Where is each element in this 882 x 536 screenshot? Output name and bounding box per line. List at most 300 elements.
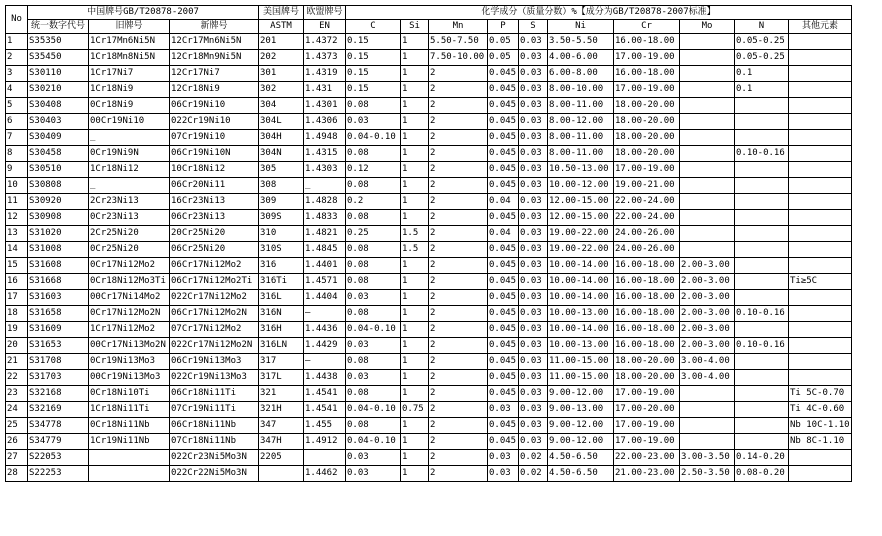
cell-other-elements[interactable] [789, 258, 852, 274]
cell-unified-code[interactable]: S30920 [28, 194, 89, 210]
cell-astm[interactable]: 305 [259, 162, 304, 178]
cell-new-grade[interactable]: 06Cr19Ni10N [170, 146, 259, 162]
cell-no[interactable]: 5 [6, 98, 28, 114]
cell-s[interactable]: 0.03 [519, 258, 548, 274]
cell-n[interactable] [735, 370, 789, 386]
cell-en[interactable]: 1.4372 [304, 34, 346, 50]
cell-si[interactable]: 1 [401, 322, 429, 338]
cell-mn[interactable]: 2 [429, 274, 488, 290]
cell-astm[interactable]: 316Ti [259, 274, 304, 290]
cell-cr[interactable]: 22.00-24.00 [614, 210, 680, 226]
cell-p[interactable]: 0.045 [488, 418, 519, 434]
cell-other-elements[interactable] [789, 178, 852, 194]
cell-other-elements[interactable] [789, 226, 852, 242]
cell-astm[interactable]: 347 [259, 418, 304, 434]
cell-si[interactable]: 1 [401, 98, 429, 114]
cell-unified-code[interactable]: S32168 [28, 386, 89, 402]
cell-other-elements[interactable]: Ti≥5C [789, 274, 852, 290]
cell-mn[interactable]: 2 [429, 82, 488, 98]
cell-astm[interactable]: 310 [259, 226, 304, 242]
cell-cr[interactable]: 19.00-21.00 [614, 178, 680, 194]
cell-n[interactable] [735, 322, 789, 338]
cell-p[interactable]: 0.045 [488, 354, 519, 370]
cell-en[interactable] [304, 450, 346, 466]
cell-c[interactable]: 0.08 [346, 98, 401, 114]
cell-ni[interactable]: 10.00-13.00 [548, 338, 614, 354]
cell-no[interactable]: 24 [6, 402, 28, 418]
cell-n[interactable] [735, 114, 789, 130]
cell-mn[interactable]: 2 [429, 338, 488, 354]
cell-new-grade[interactable]: 022Cr23Ni5Mo3N [170, 450, 259, 466]
cell-ni[interactable]: 9.00-13.00 [548, 402, 614, 418]
cell-astm[interactable]: 302 [259, 82, 304, 98]
cell-mo[interactable] [680, 130, 735, 146]
cell-n[interactable] [735, 354, 789, 370]
cell-si[interactable]: 1 [401, 274, 429, 290]
cell-ni[interactable]: 10.00-14.00 [548, 322, 614, 338]
cell-c[interactable]: 0.08 [346, 178, 401, 194]
cell-n[interactable] [735, 434, 789, 450]
cell-no[interactable]: 27 [6, 450, 28, 466]
cell-other-elements[interactable] [789, 450, 852, 466]
cell-mo[interactable] [680, 194, 735, 210]
cell-en[interactable]: 1.4319 [304, 66, 346, 82]
cell-old-grade[interactable]: 2Cr25Ni20 [89, 226, 170, 242]
cell-en[interactable]: 1.4436 [304, 322, 346, 338]
cell-cr[interactable]: 16.00-18.00 [614, 322, 680, 338]
cell-n[interactable] [735, 210, 789, 226]
cell-mn[interactable]: 2 [429, 450, 488, 466]
cell-mo[interactable]: 2.00-3.00 [680, 338, 735, 354]
cell-mn[interactable]: 2 [429, 146, 488, 162]
cell-cr[interactable]: 24.00-26.00 [614, 242, 680, 258]
cell-cr[interactable]: 17.00-19.00 [614, 162, 680, 178]
cell-mo[interactable] [680, 402, 735, 418]
cell-si[interactable]: 1 [401, 338, 429, 354]
cell-cr[interactable]: 16.00-18.00 [614, 66, 680, 82]
cell-s[interactable]: 0.03 [519, 354, 548, 370]
cell-no[interactable]: 23 [6, 386, 28, 402]
cell-p[interactable]: 0.05 [488, 50, 519, 66]
cell-astm[interactable]: 2205 [259, 450, 304, 466]
cell-p[interactable]: 0.045 [488, 114, 519, 130]
cell-mo[interactable] [680, 386, 735, 402]
cell-unified-code[interactable]: S32169 [28, 402, 89, 418]
cell-other-elements[interactable] [789, 34, 852, 50]
cell-no[interactable]: 25 [6, 418, 28, 434]
cell-unified-code[interactable]: S31668 [28, 274, 89, 290]
cell-p[interactable]: 0.045 [488, 162, 519, 178]
cell-mo[interactable]: 2.00-3.00 [680, 306, 735, 322]
cell-new-grade[interactable]: 16Cr23Ni13 [170, 194, 259, 210]
cell-astm[interactable]: 316LN [259, 338, 304, 354]
cell-astm[interactable]: 309 [259, 194, 304, 210]
cell-ni[interactable]: 19.00-22.00 [548, 226, 614, 242]
cell-c[interactable]: 0.08 [346, 146, 401, 162]
cell-cr[interactable]: 18.00-20.00 [614, 354, 680, 370]
cell-en[interactable]: 1.4429 [304, 338, 346, 354]
cell-other-elements[interactable] [789, 210, 852, 226]
cell-n[interactable] [735, 402, 789, 418]
cell-old-grade[interactable]: 0Cr17Ni12Mo2N [89, 306, 170, 322]
cell-si[interactable]: 1 [401, 354, 429, 370]
cell-s[interactable]: 0.02 [519, 466, 548, 482]
cell-mn[interactable]: 7.50-10.00 [429, 50, 488, 66]
cell-si[interactable]: 1 [401, 306, 429, 322]
cell-unified-code[interactable]: S30808 [28, 178, 89, 194]
cell-no[interactable]: 19 [6, 322, 28, 338]
cell-si[interactable]: 1 [401, 82, 429, 98]
cell-old-grade[interactable]: 0Cr19Ni13Mo3 [89, 354, 170, 370]
cell-other-elements[interactable] [789, 146, 852, 162]
cell-unified-code[interactable]: S31608 [28, 258, 89, 274]
cell-new-grade[interactable]: 06Cr17Ni12Mo2Ti [170, 274, 259, 290]
cell-unified-code[interactable]: S30403 [28, 114, 89, 130]
cell-s[interactable]: 0.03 [519, 66, 548, 82]
cell-astm[interactable]: 202 [259, 50, 304, 66]
cell-c[interactable]: 0.15 [346, 66, 401, 82]
cell-no[interactable]: 14 [6, 242, 28, 258]
cell-ni[interactable]: 3.50-5.50 [548, 34, 614, 50]
cell-no[interactable]: 1 [6, 34, 28, 50]
cell-p[interactable]: 0.04 [488, 194, 519, 210]
cell-cr[interactable]: 18.00-20.00 [614, 114, 680, 130]
cell-astm[interactable]: 347H [259, 434, 304, 450]
cell-new-grade[interactable]: 022Cr17Ni12Mo2N [170, 338, 259, 354]
cell-other-elements[interactable] [789, 194, 852, 210]
cell-astm[interactable]: 321 [259, 386, 304, 402]
cell-no[interactable]: 16 [6, 274, 28, 290]
cell-c[interactable]: 0.08 [346, 274, 401, 290]
cell-ni[interactable]: 12.00-15.00 [548, 210, 614, 226]
cell-en[interactable]: 1.4373 [304, 50, 346, 66]
cell-p[interactable]: 0.045 [488, 178, 519, 194]
cell-si[interactable]: 1 [401, 162, 429, 178]
cell-astm[interactable]: 308 [259, 178, 304, 194]
cell-ni[interactable]: 10.00-12.00 [548, 178, 614, 194]
cell-mo[interactable] [680, 98, 735, 114]
cell-s[interactable]: 0.03 [519, 306, 548, 322]
cell-no[interactable]: 9 [6, 162, 28, 178]
cell-mn[interactable]: 2 [429, 130, 488, 146]
cell-astm[interactable]: 321H [259, 402, 304, 418]
cell-other-elements[interactable] [789, 162, 852, 178]
cell-ni[interactable]: 8.00-11.00 [548, 130, 614, 146]
cell-other-elements[interactable] [789, 466, 852, 482]
cell-ni[interactable]: 9.00-12.00 [548, 418, 614, 434]
cell-astm[interactable]: 309S [259, 210, 304, 226]
cell-old-grade[interactable]: 0Cr18Ni12Mo3Ti [89, 274, 170, 290]
cell-no[interactable]: 2 [6, 50, 28, 66]
cell-other-elements[interactable] [789, 306, 852, 322]
cell-mo[interactable] [680, 162, 735, 178]
cell-new-grade[interactable]: 07Cr19Ni11Ti [170, 402, 259, 418]
cell-old-grade[interactable]: 0Cr25Ni20 [89, 242, 170, 258]
cell-n[interactable] [735, 258, 789, 274]
cell-cr[interactable]: 17.00-19.00 [614, 82, 680, 98]
cell-en[interactable]: 1.4303 [304, 162, 346, 178]
cell-ni[interactable]: 11.00-15.00 [548, 354, 614, 370]
cell-cr[interactable]: 16.00-18.00 [614, 338, 680, 354]
cell-ni[interactable]: 9.00-12.00 [548, 386, 614, 402]
cell-n[interactable] [735, 274, 789, 290]
cell-astm[interactable]: 304 [259, 98, 304, 114]
cell-cr[interactable]: 16.00-18.00 [614, 290, 680, 306]
cell-si[interactable]: 1 [401, 290, 429, 306]
cell-unified-code[interactable]: S30458 [28, 146, 89, 162]
cell-n[interactable] [735, 386, 789, 402]
cell-s[interactable]: 0.03 [519, 434, 548, 450]
cell-s[interactable]: 0.03 [519, 98, 548, 114]
cell-old-grade[interactable]: 0Cr17Ni12Mo2 [89, 258, 170, 274]
cell-new-grade[interactable]: 10Cr18Ni12 [170, 162, 259, 178]
cell-cr[interactable]: 18.00-20.00 [614, 98, 680, 114]
cell-new-grade[interactable]: 07Cr19Ni10 [170, 130, 259, 146]
cell-mn[interactable]: 2 [429, 322, 488, 338]
cell-new-grade[interactable]: 06Cr18Ni11Ti [170, 386, 259, 402]
cell-old-grade[interactable]: 1Cr17Ni7 [89, 66, 170, 82]
cell-mn[interactable]: 2 [429, 306, 488, 322]
cell-old-grade[interactable]: 0Cr18Ni9 [89, 98, 170, 114]
cell-old-grade[interactable]: 0Cr18Ni11Nb [89, 418, 170, 434]
cell-s[interactable]: 0.03 [519, 178, 548, 194]
cell-new-grade[interactable]: 06Cr20Ni11 [170, 178, 259, 194]
cell-new-grade[interactable]: 06Cr18Ni11Nb [170, 418, 259, 434]
cell-other-elements[interactable] [789, 66, 852, 82]
cell-en[interactable]: 1.431 [304, 82, 346, 98]
cell-c[interactable]: 0.12 [346, 162, 401, 178]
cell-c[interactable]: 0.04-0.10 [346, 322, 401, 338]
cell-mo[interactable] [680, 418, 735, 434]
cell-mo[interactable] [680, 226, 735, 242]
cell-p[interactable]: 0.045 [488, 66, 519, 82]
cell-si[interactable]: 1 [401, 434, 429, 450]
cell-si[interactable]: 1 [401, 450, 429, 466]
cell-mn[interactable]: 2 [429, 418, 488, 434]
cell-p[interactable]: 0.045 [488, 130, 519, 146]
cell-new-grade[interactable]: 06Cr23Ni13 [170, 210, 259, 226]
cell-c[interactable]: 0.08 [346, 354, 401, 370]
cell-new-grade[interactable]: 12Cr17Ni7 [170, 66, 259, 82]
cell-s[interactable]: 0.03 [519, 242, 548, 258]
cell-astm[interactable]: 201 [259, 34, 304, 50]
cell-mn[interactable]: 2 [429, 354, 488, 370]
cell-astm[interactable]: 316 [259, 258, 304, 274]
cell-astm[interactable]: 304H [259, 130, 304, 146]
cell-cr[interactable]: 17.00-19.00 [614, 418, 680, 434]
cell-c[interactable]: 0.03 [346, 338, 401, 354]
cell-other-elements[interactable] [789, 370, 852, 386]
cell-c[interactable]: 0.08 [346, 306, 401, 322]
cell-new-grade[interactable]: 06Cr17Ni12Mo2N [170, 306, 259, 322]
cell-si[interactable]: 1 [401, 258, 429, 274]
cell-mo[interactable]: 2.00-3.00 [680, 290, 735, 306]
cell-c[interactable]: 0.03 [346, 450, 401, 466]
cell-no[interactable]: 11 [6, 194, 28, 210]
cell-c[interactable]: 0.25 [346, 226, 401, 242]
cell-unified-code[interactable]: S31020 [28, 226, 89, 242]
cell-no[interactable]: 10 [6, 178, 28, 194]
cell-ni[interactable]: 10.00-14.00 [548, 274, 614, 290]
cell-ni[interactable]: 8.00-11.00 [548, 146, 614, 162]
cell-unified-code[interactable]: S31708 [28, 354, 89, 370]
cell-cr[interactable]: 17.00-19.00 [614, 50, 680, 66]
cell-no[interactable]: 3 [6, 66, 28, 82]
cell-si[interactable]: 1 [401, 34, 429, 50]
cell-s[interactable]: 0.03 [519, 402, 548, 418]
cell-s[interactable]: 0.03 [519, 194, 548, 210]
cell-unified-code[interactable]: S35450 [28, 50, 89, 66]
cell-mo[interactable] [680, 210, 735, 226]
cell-p[interactable]: 0.045 [488, 82, 519, 98]
cell-unified-code[interactable]: S30908 [28, 210, 89, 226]
cell-n[interactable] [735, 418, 789, 434]
cell-mn[interactable]: 2 [429, 434, 488, 450]
cell-n[interactable] [735, 194, 789, 210]
cell-c[interactable]: 0.03 [346, 114, 401, 130]
cell-en[interactable]: 1.4821 [304, 226, 346, 242]
cell-unified-code[interactable]: S31609 [28, 322, 89, 338]
cell-cr[interactable]: 18.00-20.00 [614, 130, 680, 146]
cell-other-elements[interactable] [789, 322, 852, 338]
cell-cr[interactable]: 16.00-18.00 [614, 258, 680, 274]
cell-p[interactable]: 0.03 [488, 466, 519, 482]
cell-mn[interactable]: 2 [429, 370, 488, 386]
cell-s[interactable]: 0.03 [519, 210, 548, 226]
cell-old-grade[interactable]: _ [89, 130, 170, 146]
cell-en[interactable]: 1.4948 [304, 130, 346, 146]
cell-new-grade[interactable]: 022Cr22Ni5Mo3N [170, 466, 259, 482]
cell-unified-code[interactable]: S34779 [28, 434, 89, 450]
cell-n[interactable]: 0.10-0.16 [735, 338, 789, 354]
cell-unified-code[interactable]: S31703 [28, 370, 89, 386]
cell-s[interactable]: 0.03 [519, 162, 548, 178]
cell-mn[interactable]: 2 [429, 114, 488, 130]
cell-mo[interactable]: 3.00-4.00 [680, 370, 735, 386]
cell-en[interactable]: 1.4571 [304, 274, 346, 290]
cell-old-grade[interactable]: 00Cr19Ni13Mo3 [89, 370, 170, 386]
cell-n[interactable]: 0.08-0.20 [735, 466, 789, 482]
cell-p[interactable]: 0.045 [488, 290, 519, 306]
cell-p[interactable]: 0.045 [488, 210, 519, 226]
cell-ni[interactable]: 9.00-12.00 [548, 434, 614, 450]
cell-old-grade[interactable]: 1Cr19Ni11Nb [89, 434, 170, 450]
cell-other-elements[interactable] [789, 242, 852, 258]
cell-new-grade[interactable]: 12Cr18Ni9 [170, 82, 259, 98]
cell-si[interactable]: 1 [401, 114, 429, 130]
cell-n[interactable]: 0.14-0.20 [735, 450, 789, 466]
cell-si[interactable]: 1 [401, 386, 429, 402]
cell-other-elements[interactable]: Nb 8C-1.10 [789, 434, 852, 450]
cell-unified-code[interactable]: S30408 [28, 98, 89, 114]
cell-old-grade[interactable]: 0Cr23Ni13 [89, 210, 170, 226]
cell-mo[interactable]: 2.00-3.00 [680, 258, 735, 274]
cell-new-grade[interactable]: 12Cr18Mn9Ni5N [170, 50, 259, 66]
cell-old-grade[interactable]: 0Cr18Ni10Ti [89, 386, 170, 402]
cell-no[interactable]: 18 [6, 306, 28, 322]
cell-cr[interactable]: 16.00-18.00 [614, 274, 680, 290]
cell-no[interactable]: 8 [6, 146, 28, 162]
cell-c[interactable]: 0.15 [346, 34, 401, 50]
cell-unified-code[interactable]: S35350 [28, 34, 89, 50]
cell-n[interactable] [735, 130, 789, 146]
cell-n[interactable]: 0.05-0.25 [735, 50, 789, 66]
cell-cr[interactable]: 16.00-18.00 [614, 306, 680, 322]
cell-mn[interactable]: 5.50-7.50 [429, 34, 488, 50]
cell-astm[interactable]: 304L [259, 114, 304, 130]
cell-new-grade[interactable]: 022Cr19Ni10 [170, 114, 259, 130]
cell-n[interactable] [735, 226, 789, 242]
cell-p[interactable]: 0.03 [488, 402, 519, 418]
cell-s[interactable]: 0.03 [519, 114, 548, 130]
cell-unified-code[interactable]: S31603 [28, 290, 89, 306]
cell-si[interactable]: 1 [401, 370, 429, 386]
cell-en[interactable]: _ [304, 178, 346, 194]
cell-astm[interactable]: 301 [259, 66, 304, 82]
cell-no[interactable]: 13 [6, 226, 28, 242]
cell-ni[interactable]: 6.00-8.00 [548, 66, 614, 82]
cell-s[interactable]: 0.03 [519, 290, 548, 306]
cell-mo[interactable] [680, 146, 735, 162]
cell-ni[interactable]: 10.50-13.00 [548, 162, 614, 178]
cell-astm[interactable]: 316L [259, 290, 304, 306]
cell-ni[interactable]: 12.00-15.00 [548, 194, 614, 210]
cell-astm[interactable]: 317 [259, 354, 304, 370]
cell-en[interactable]: – [304, 306, 346, 322]
cell-other-elements[interactable]: Ti 4C-0.60 [789, 402, 852, 418]
cell-n[interactable] [735, 290, 789, 306]
cell-p[interactable]: 0.045 [488, 98, 519, 114]
cell-si[interactable]: 1 [401, 418, 429, 434]
cell-en[interactable]: 1.4912 [304, 434, 346, 450]
cell-unified-code[interactable]: S30409 [28, 130, 89, 146]
cell-p[interactable]: 0.045 [488, 274, 519, 290]
cell-c[interactable]: 0.08 [346, 210, 401, 226]
cell-unified-code[interactable]: S31653 [28, 338, 89, 354]
cell-unified-code[interactable]: S31658 [28, 306, 89, 322]
cell-other-elements[interactable]: Nb 10C-1.10 [789, 418, 852, 434]
cell-si[interactable]: 1 [401, 146, 429, 162]
cell-no[interactable]: 12 [6, 210, 28, 226]
cell-old-grade[interactable]: 1Cr17Ni12Mo2 [89, 322, 170, 338]
cell-new-grade[interactable]: 022Cr17Ni12Mo2 [170, 290, 259, 306]
cell-si[interactable]: 1.5 [401, 226, 429, 242]
cell-cr[interactable]: 22.00-23.00 [614, 450, 680, 466]
cell-c[interactable]: 0.15 [346, 82, 401, 98]
cell-unified-code[interactable]: S34778 [28, 418, 89, 434]
cell-unified-code[interactable]: S30210 [28, 82, 89, 98]
cell-new-grade[interactable]: 20Cr25Ni20 [170, 226, 259, 242]
cell-mn[interactable]: 2 [429, 194, 488, 210]
cell-s[interactable]: 0.03 [519, 226, 548, 242]
cell-no[interactable]: 17 [6, 290, 28, 306]
cell-p[interactable]: 0.045 [488, 306, 519, 322]
cell-ni[interactable]: 19.00-22.00 [548, 242, 614, 258]
cell-en[interactable]: 1.4833 [304, 210, 346, 226]
cell-new-grade[interactable]: 06Cr19Ni13Mo3 [170, 354, 259, 370]
cell-c[interactable]: 0.2 [346, 194, 401, 210]
cell-si[interactable]: 1 [401, 178, 429, 194]
cell-ni[interactable]: 4.50-6.50 [548, 466, 614, 482]
cell-s[interactable]: 0.03 [519, 34, 548, 50]
cell-n[interactable]: 0.1 [735, 66, 789, 82]
cell-cr[interactable]: 18.00-20.00 [614, 146, 680, 162]
cell-en[interactable]: 1.4315 [304, 146, 346, 162]
cell-other-elements[interactable] [789, 354, 852, 370]
cell-c[interactable]: 0.03 [346, 370, 401, 386]
cell-si[interactable]: 1 [401, 466, 429, 482]
cell-n[interactable]: 0.05-0.25 [735, 34, 789, 50]
